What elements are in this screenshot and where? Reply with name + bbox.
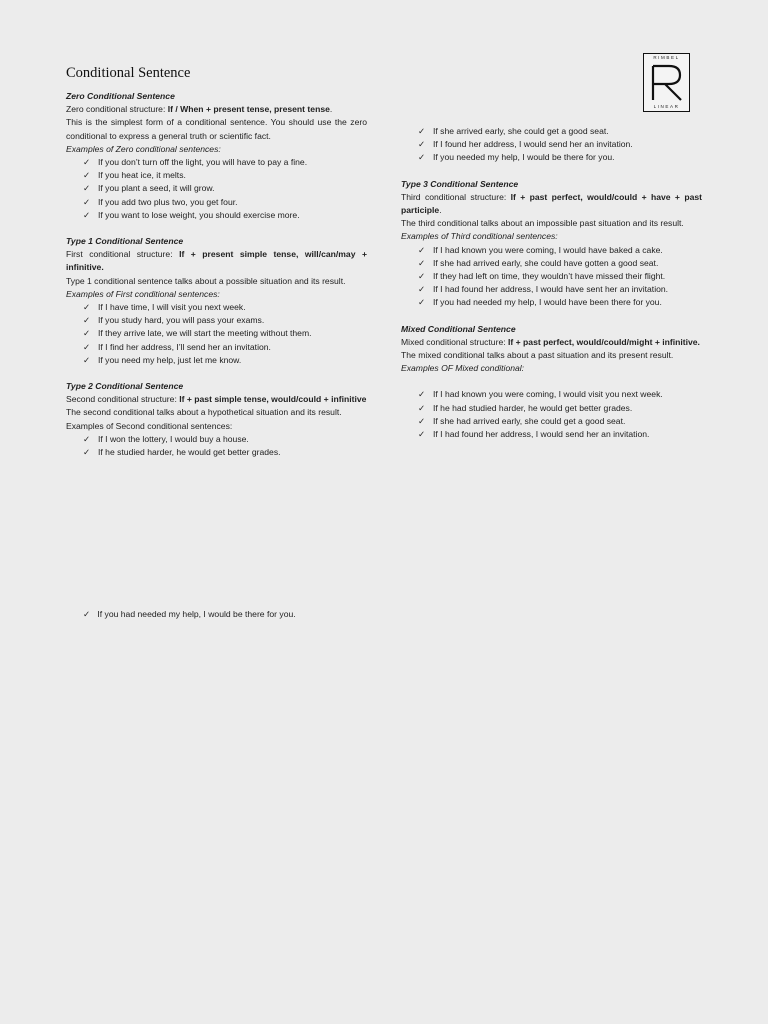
example-text: If you plant a seed, it will grow. <box>98 183 215 194</box>
example-item <box>83 196 367 209</box>
example-text: If I had found her address, I would have sent her an invitation. <box>433 284 669 295</box>
example-item <box>418 138 702 151</box>
example-item <box>418 415 702 428</box>
left-column <box>66 90 367 459</box>
examples-list <box>66 433 367 459</box>
structure-formula: If + past perfect, would/could + have + past participle <box>401 191 702 216</box>
check-icon: ✓ <box>83 447 91 458</box>
section-heading: Mixed Conditional Sentence <box>401 323 516 334</box>
section-heading: Type 3 Conditional Sentence <box>401 178 519 189</box>
example-text: If I had known you were coming, I would visit you next week. <box>433 389 663 400</box>
check-icon: ✓ <box>83 328 91 339</box>
example-item <box>83 354 367 367</box>
example-item <box>418 244 702 257</box>
example-item <box>83 169 367 182</box>
examples-list <box>401 244 702 310</box>
check-icon: ✓ <box>418 389 426 400</box>
example-item <box>418 270 702 283</box>
check-icon: ✓ <box>418 244 426 255</box>
zero-conditional-section <box>66 90 367 222</box>
orphan-example-item <box>83 608 296 621</box>
section-description: This is the simplest form of a conditional sentence. You should use the zero conditional to express a general truth or scientific fact. <box>66 117 367 141</box>
examples-label: Examples OF Mixed conditional: <box>401 363 525 374</box>
check-icon: ✓ <box>83 170 91 181</box>
section-description: The third conditional talks about an impossible past situation and its result. <box>401 218 684 229</box>
check-icon: ✓ <box>418 415 426 426</box>
example-item <box>83 156 367 169</box>
example-item <box>418 151 702 164</box>
example-text: If you had needed my help, I would have been there for you. <box>433 297 662 308</box>
example-text: If they arrive late, we will start the meeting without them. <box>98 328 312 339</box>
check-icon: ✓ <box>83 302 91 313</box>
example-text: If she had arrived early, she could get a good seat. <box>433 415 626 426</box>
structure-line: First conditional structure: If + present simple tense, will/can/may + infinitive. <box>66 249 367 273</box>
structure-formula: If + past simple tense, would/could + infinitive <box>179 394 367 405</box>
example-text: If you don’t turn off the light, you will have to pay a fine. <box>98 157 308 168</box>
type2-conditional-section <box>66 380 367 459</box>
examples-list <box>66 156 367 222</box>
section-heading: Type 2 Conditional Sentence <box>66 381 184 392</box>
structure-line: Mixed conditional structure: If + past perfect, would/could/might + infinitive. <box>401 336 700 347</box>
examples-list <box>401 388 702 441</box>
example-item <box>83 182 367 195</box>
section-heading: Type 1 Conditional Sentence <box>66 236 184 247</box>
example-text: If you need my help, just let me know. <box>98 354 242 365</box>
example-item <box>83 433 367 446</box>
check-icon: ✓ <box>83 196 91 207</box>
example-item <box>83 209 367 222</box>
check-icon: ✓ <box>418 297 426 308</box>
examples-label: Examples of Zero conditional sentences: <box>66 143 221 154</box>
example-item <box>418 402 702 415</box>
check-icon: ✓ <box>83 183 91 194</box>
example-text: If you want to lose weight, you should exercise more. <box>98 209 300 220</box>
example-item <box>418 296 702 309</box>
example-text: If she arrived early, she could get a good seat. <box>433 126 609 136</box>
check-icon: ✓ <box>83 609 91 619</box>
check-icon: ✓ <box>418 284 426 295</box>
check-icon: ✓ <box>418 271 426 282</box>
example-item <box>418 283 702 296</box>
check-icon: ✓ <box>83 354 91 365</box>
type1-conditional-section <box>66 235 367 367</box>
logo-bottom-text: LINEAR <box>653 104 680 109</box>
section-description: Type 1 conditional sentence talks about a possible situation and its result. <box>66 275 346 286</box>
page-title: Conditional Sentence <box>66 65 191 81</box>
type2-continued-examples-list <box>401 125 702 165</box>
example-item <box>418 257 702 270</box>
structure-formula: If / When + present tense, present tense <box>167 104 330 115</box>
structure-line: Zero conditional structure: If / When + present tense, present tense. <box>66 104 333 115</box>
example-item <box>418 125 702 138</box>
example-text: If I won the lottery, I would buy a house. <box>98 433 249 444</box>
check-icon: ✓ <box>418 257 426 268</box>
check-icon: ✓ <box>83 433 91 444</box>
example-text: If you study hard, you will pass your exams. <box>98 315 265 326</box>
examples-list <box>66 301 367 367</box>
check-icon: ✓ <box>418 126 426 136</box>
examples-label: Examples of Second conditional sentences: <box>66 420 233 431</box>
section-description: The second conditional talks about a hypothetical situation and its result. <box>66 407 342 418</box>
check-icon: ✓ <box>83 315 91 326</box>
example-text: If he had studied harder, he would get better grades. <box>433 402 633 413</box>
mixed-conditional-section <box>401 323 702 442</box>
rimbel-linear-logo <box>643 53 690 112</box>
example-item <box>83 314 367 327</box>
example-item <box>418 388 702 401</box>
example-item <box>83 446 367 459</box>
example-item <box>418 428 702 441</box>
example-text: If I have time, I will visit you next week. <box>98 302 246 313</box>
check-icon: ✓ <box>418 429 426 440</box>
example-text: If you had needed my help, I would be there for you. <box>97 609 296 619</box>
check-icon: ✓ <box>418 402 426 413</box>
check-icon: ✓ <box>418 139 426 150</box>
examples-label: Examples of Third conditional sentences: <box>401 231 558 242</box>
example-text: If she had arrived early, she could have gotten a good seat. <box>433 257 659 268</box>
example-item <box>83 327 367 340</box>
section-description: The mixed conditional talks about a past situation and its present result. <box>401 350 674 361</box>
example-text: If I found her address, I would send her an invitation. <box>433 139 633 150</box>
examples-label: Examples of First conditional sentences: <box>66 288 220 299</box>
check-icon: ✓ <box>83 209 91 220</box>
type3-conditional-section <box>401 178 702 310</box>
example-text: If I had known you were coming, I would have baked a cake. <box>433 244 663 255</box>
check-icon: ✓ <box>83 157 91 168</box>
logo-r-mark <box>647 63 685 102</box>
example-text: If they had left on time, they wouldn’t have missed their flight. <box>433 271 666 282</box>
right-column <box>401 125 702 441</box>
check-icon: ✓ <box>418 152 426 163</box>
example-text: If I find her address, I’ll send her an invitation. <box>98 341 271 352</box>
structure-line: Second conditional structure: If + past simple tense, would/could + infinitive <box>66 394 367 405</box>
structure-formula: If + past perfect, would/could/might + infinitive. <box>508 336 700 347</box>
logo-top-text: RIMBEL <box>653 55 680 60</box>
structure-line: Third conditional structure: If + past perfect, would/could + have + past participle. <box>401 191 702 216</box>
example-text: If you heat ice, it melts. <box>98 170 186 181</box>
structure-formula: If + present simple tense, will/can/may + infinitive. <box>66 249 367 273</box>
section-heading: Zero Conditional Sentence <box>66 91 175 101</box>
example-item <box>83 301 367 314</box>
example-text: If you add two plus two, you get four. <box>98 196 238 207</box>
example-text: If you needed my help, I would be there for you. <box>433 152 615 163</box>
check-icon: ✓ <box>83 341 91 352</box>
example-item <box>83 341 367 354</box>
example-text: If I had found her address, I would send her an invitation. <box>433 429 650 440</box>
example-text: If he studied harder, he would get better grades. <box>98 447 281 458</box>
